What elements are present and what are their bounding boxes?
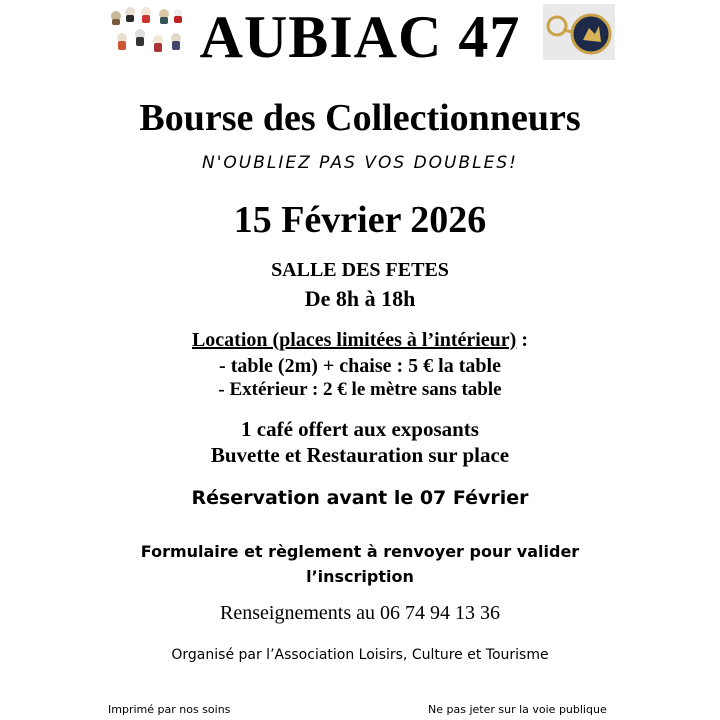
footer-printed: Imprimé par nos soins	[108, 703, 231, 716]
event-venue: SALLE DES FETES	[271, 259, 449, 281]
organizer: Organisé par l’Association Loisirs, Culture et Tourisme	[171, 647, 549, 663]
event-name: Bourse des Collectionneurs	[139, 97, 581, 139]
form-instruction-line2: l’inscription	[306, 567, 414, 586]
footer-litter-notice: Ne pas jeter sur la voie publique	[428, 703, 607, 716]
location-outdoor-price: - Extérieur : 2 € le mètre sans table	[218, 379, 502, 400]
form-instruction-line1: Formulaire et règlement à renvoyer pour valider	[140, 542, 580, 561]
location-heading-text: Location (places limitées à l’intérieur)	[191, 329, 517, 351]
event-hours: De 8h à 18h	[304, 286, 416, 311]
event-tagline: N'OUBLIEZ PAS VOS DOUBLES!	[202, 153, 518, 173]
location-heading	[0, 328, 720, 352]
contact-phone: Renseignements au 06 74 94 13 36	[220, 602, 500, 624]
event-date: 15 Février 2026	[233, 199, 487, 241]
reservation-deadline: Réservation avant le 07 Février	[191, 487, 529, 509]
location-heading-suffix: :	[516, 329, 529, 351]
page-title: AUBIAC 47	[199, 4, 521, 70]
cafe-offer: 1 café offert aux exposants	[241, 417, 479, 441]
buvette-info: Buvette et Restauration sur place	[210, 443, 510, 467]
location-table-price: - table (2m) + chaise : 5 € la table	[219, 355, 501, 377]
